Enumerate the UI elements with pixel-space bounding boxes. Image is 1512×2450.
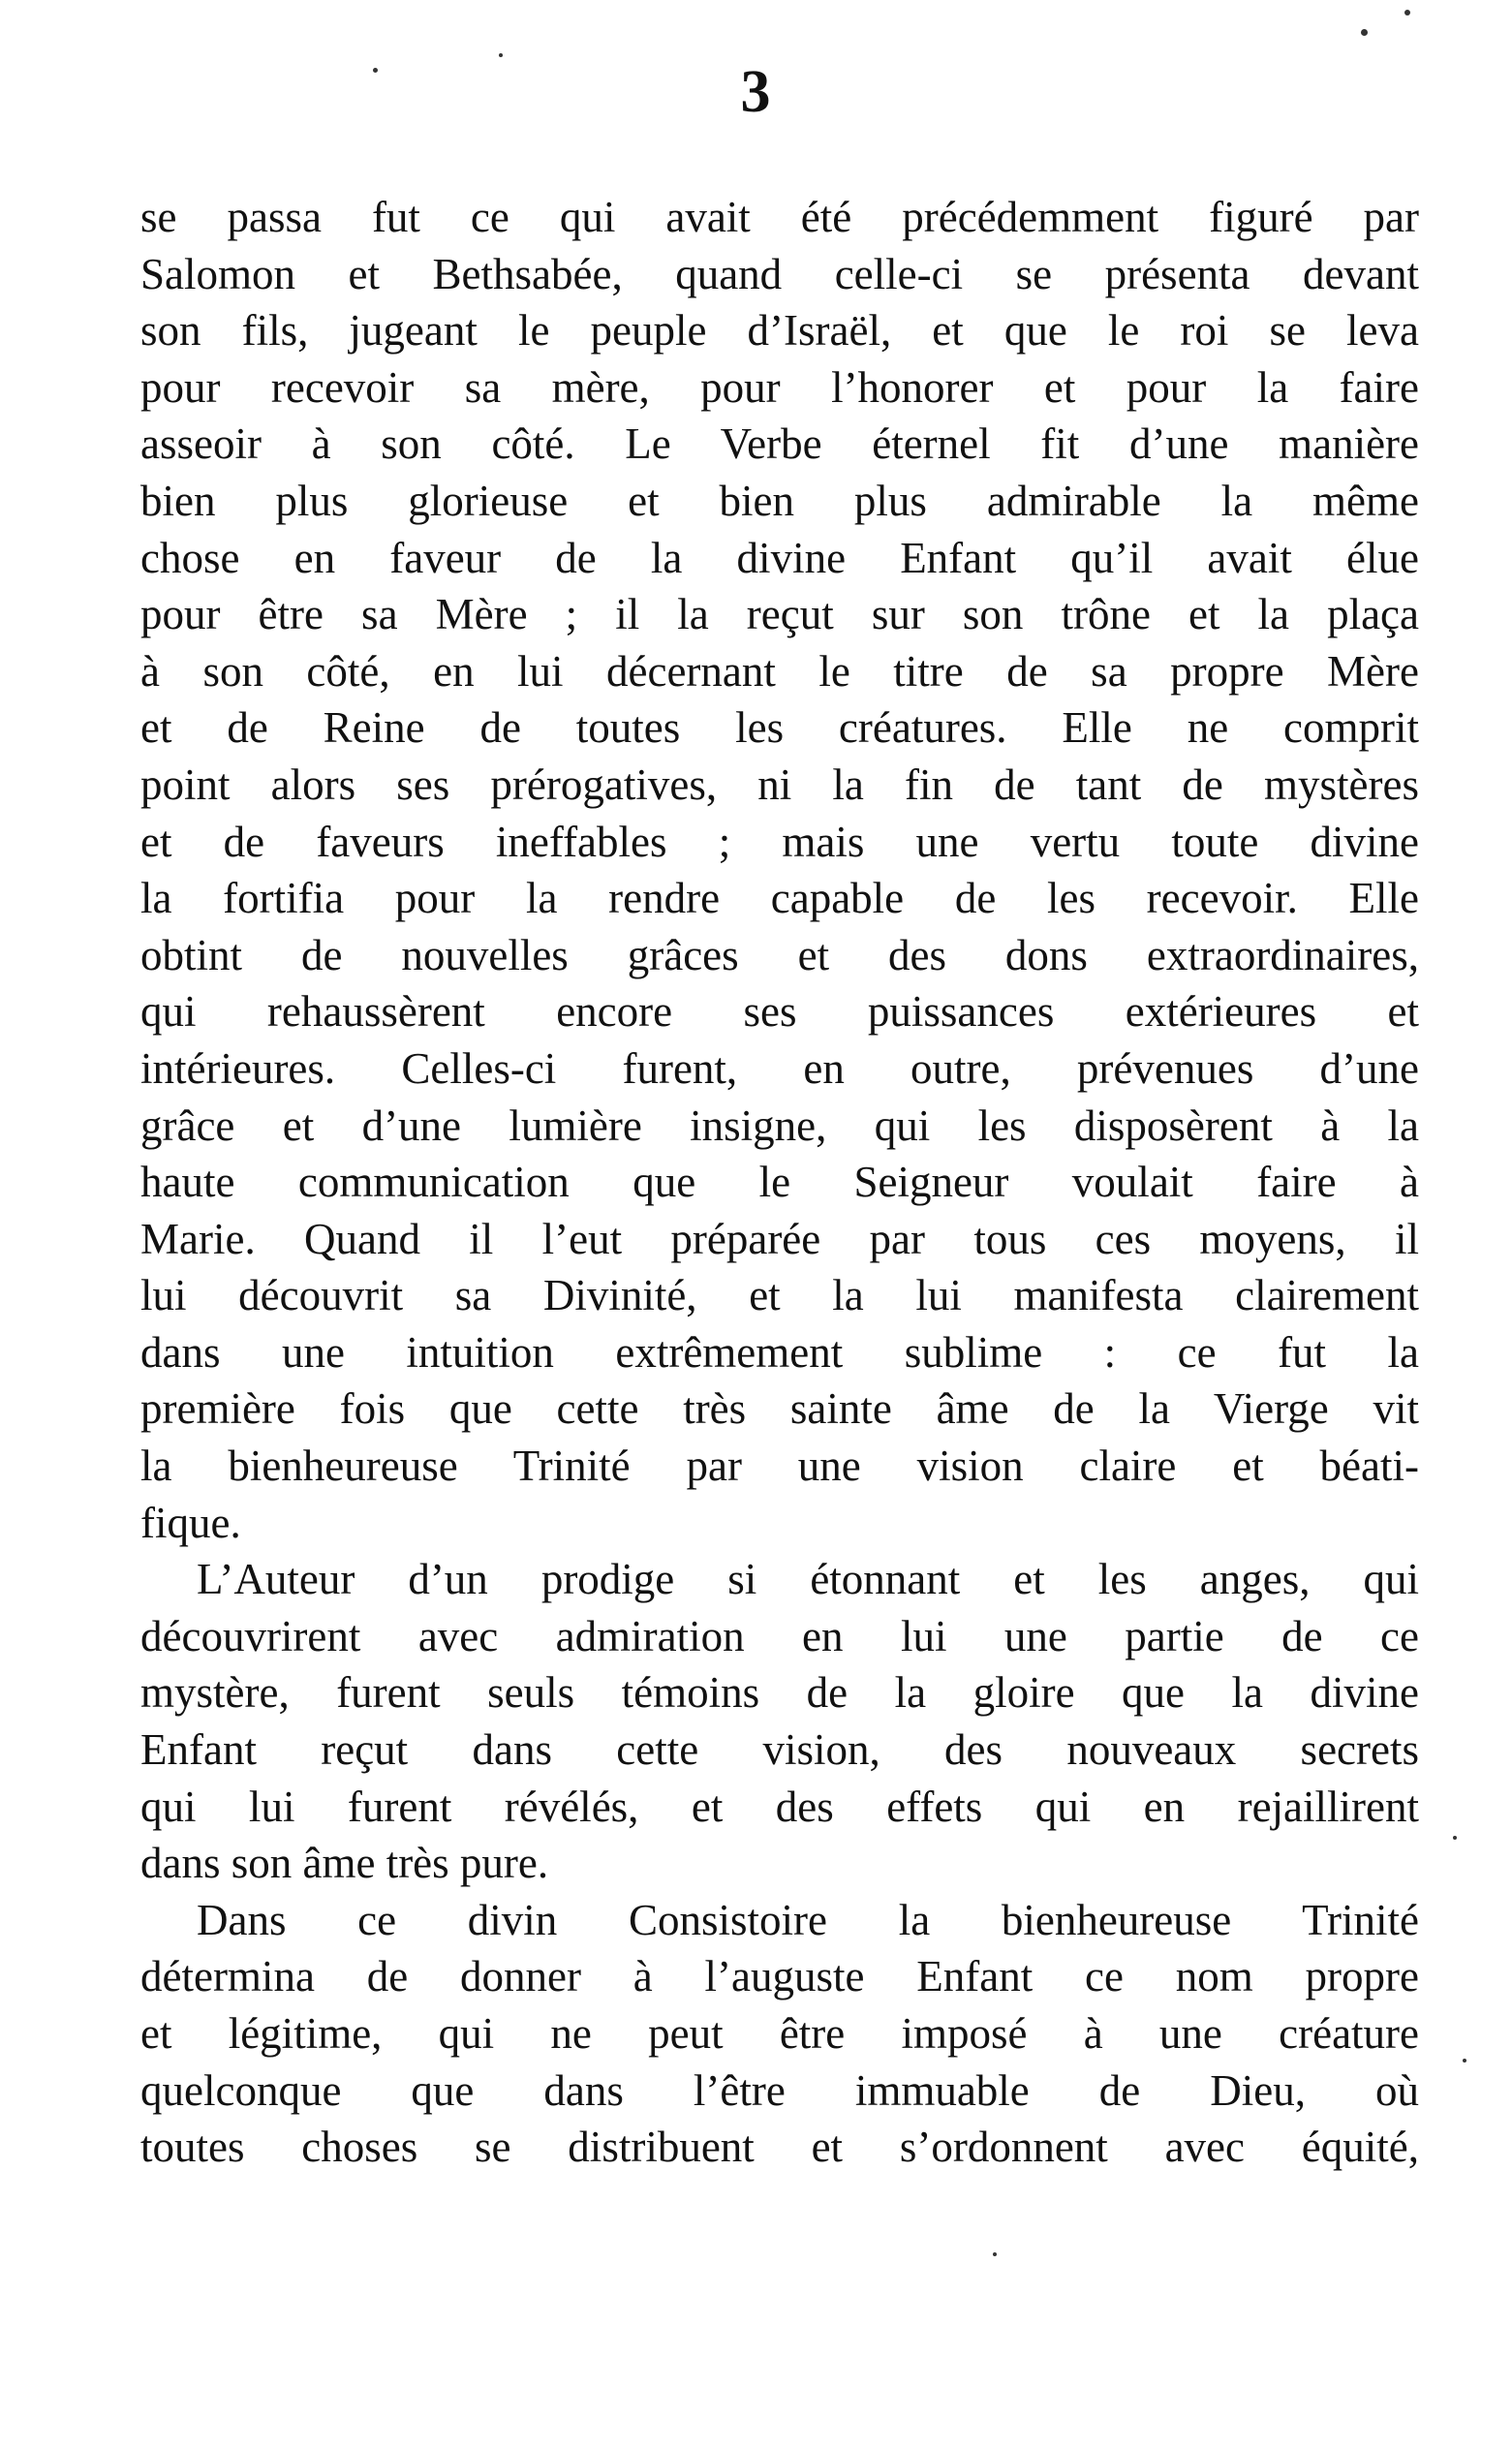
scan-speck bbox=[993, 2252, 997, 2256]
text-line: chose en faveur de la divine Enfant qu’il avait élue bbox=[140, 533, 1419, 582]
text-line: et de Reine de toutes les créatures. Elle ne comprit bbox=[140, 703, 1419, 753]
text-line: première fois que cette très sainte âme de la Vierge vit bbox=[140, 1384, 1419, 1434]
text-line: grâce et d’une lumière insigne, qui les disposèrent à la bbox=[140, 1101, 1419, 1150]
text-line: dans une intuition extrêmement sublime : ce fut la bbox=[140, 1327, 1419, 1377]
scan-speck bbox=[499, 53, 503, 57]
text-line: Dans ce divin Consistoire la bienheureuse Trinité bbox=[197, 1895, 1419, 1944]
text-line: lui découvrit sa Divinité, et la lui manifesta clairement bbox=[140, 1271, 1419, 1320]
body-text bbox=[140, 189, 1419, 2176]
text-line: mystère, furent seuls témoins de la gloire que la divine bbox=[140, 1668, 1419, 1718]
page-number: 3 bbox=[740, 59, 772, 125]
text-line: Marie. Quand il l’eut préparée par tous ces moyens, il bbox=[140, 1214, 1419, 1263]
text-line: haute communication que le Seigneur voulait faire à bbox=[140, 1158, 1419, 1207]
text-line: la fortifia pour la rendre capable de les recevoir. Elle bbox=[140, 874, 1419, 923]
text-line: et de faveurs ineffables ; mais une vertu toute divine bbox=[140, 817, 1419, 866]
text-line: asseoir à son côté. Le Verbe éternel fit d’une manière bbox=[140, 419, 1419, 469]
text-line: toutes choses se distribuent et s’ordonnent avec équité, bbox=[140, 2123, 1419, 2172]
text-line: pour recevoir sa mère, pour l’honorer et pour la faire bbox=[140, 362, 1419, 412]
text-line: qui rehaussèrent encore ses puissances extérieures et bbox=[140, 987, 1419, 1037]
text-line: son fils, jugeant le peuple d’Israël, et que le roi se leva bbox=[140, 306, 1419, 356]
text-line: se passa fut ce qui avait été précédemment figuré par bbox=[140, 193, 1419, 241]
scan-speck bbox=[1404, 10, 1410, 16]
scan-speck bbox=[1463, 2059, 1466, 2062]
text-line: quelconque que dans l’être immuable de Dieu, où bbox=[140, 2065, 1419, 2115]
scan-speck bbox=[1361, 29, 1368, 36]
text-line: bien plus glorieuse et bien plus admirable la même bbox=[140, 476, 1419, 525]
text-line: découvrirent avec admiration en lui une partie de ce bbox=[140, 1611, 1419, 1660]
text-line: fique. bbox=[140, 1498, 241, 1547]
text-line: à son côté, en lui décernant le titre de sa propre Mère bbox=[140, 646, 1419, 696]
text-line: dans son âme très pure. bbox=[140, 1839, 549, 1888]
scan-speck bbox=[1453, 1836, 1457, 1840]
text-line: intérieures. Celles-ci furent, en outre, prévenues d’une bbox=[140, 1043, 1419, 1093]
text-line: obtint de nouvelles grâces et des dons extraordinaires, bbox=[140, 930, 1419, 979]
text-line: point alors ses prérogatives, ni la fin de tant de mystères bbox=[140, 760, 1419, 809]
text-line: et légitime, qui ne peut être imposé à une créature bbox=[140, 2009, 1419, 2058]
text-line: Salomon et Bethsabée, quand celle-ci se présenta devant bbox=[140, 249, 1419, 298]
text-line: la bienheureuse Trinité par une vision claire et béati- bbox=[140, 1442, 1419, 1491]
text-line: qui lui furent révélés, et des effets qui en rejaillirent bbox=[140, 1782, 1419, 1831]
text-line: détermina de donner à l’auguste Enfant ce nom propre bbox=[140, 1952, 1419, 2001]
scan-speck bbox=[373, 68, 378, 73]
text-line: L’Auteur d’un prodige si étonnant et les anges, qui bbox=[197, 1555, 1419, 1604]
text-line: pour être sa Mère ; il la reçut sur son trône et la plaça bbox=[140, 590, 1419, 639]
text-line: Enfant reçut dans cette vision, des nouveaux secrets bbox=[140, 1725, 1419, 1775]
